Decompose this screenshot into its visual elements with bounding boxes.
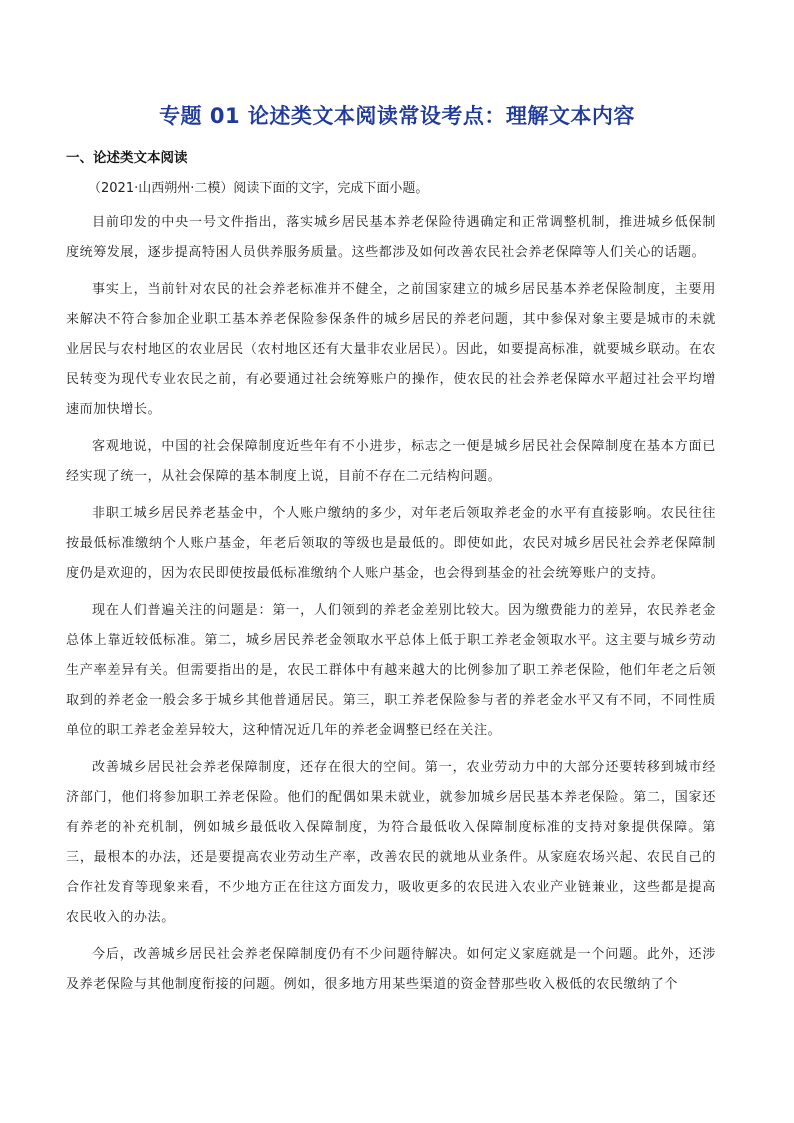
passage-paragraph-3: 客观地说，中国的社会保障制度近些年有不小进步，标志之一便是城乡居民社会保障制度在基本方面已经实现了统一，从社会保障的基本制度上说，目前不存在二元结构问题。: [66, 439, 716, 484]
passage-paragraph-5: 现在人们普遍关注的问题是：第一，人们领到的养老金差别比较大。因为缴费能力的差异，农民养老金总体上靠近较低标准。第二，城乡居民养老金领取水平总体上低于职工养老金领取水平。这主要与城乡劳动生产率差异有关。但需要指出的是，农民工群体中有越来越大的比例参加了职工养老保险，他们年老之后领取到的养老金一般会多于城乡其他普通居民。第三，职工养老保险参与者的养老金水平又有不同，不同性质单位的职工养老金差异较大，这种情况近几年的养老金调整已经在关注。: [66, 603, 716, 738]
section-heading: 一、论述类文本阅读: [66, 150, 188, 166]
passage-paragraph-6: 改善城乡居民社会养老保障制度，还存在很大的空间。第一，农业劳动力中的大部分还要转移到城市经济部门，他们将参加职工养老保险。他们的配偶如果未就业，就参加城乡居民基本养老保险。第二，国家还有养老的补充机制，例如城乡最低收入保障制度，为符合最低收入保障制度标准的支持对象提供保障。第三，最根本的办法，还是要提高农业劳动生产率，改善农民的就地从业条件。从家庭农场兴起、农民自己的合作社发育等现象来看，不少地方正在往这方面发力，吸收更多的农民进入农业产业链兼业，这些都是提高农民收入的办法。: [66, 760, 716, 925]
passage-paragraph-7: 今后，改善城乡居民社会养老保障制度仍有不少问题待解决。如何定义家庭就是一个问题。此外，还涉及养老保险与其他制度衔接的问题。例如，很多地方用某些渠道的资金替那些收入极低的农民缴纳了个: [66, 947, 716, 992]
passage-paragraph-2: 事实上，当前针对农民的社会养老标准并不健全，之前国家建立的城乡居民基本养老保险制度，主要用来解决不符合参加企业职工基本养老保险参保条件的城乡居民的养老问题，其中参保对象主要是城市的未就业居民与农村地区的农业居民（农村地区还有大量非农业居民）。因此，如要提高标准，就要城乡联动。在农民转变为现代专业农民之前，有必要通过社会统筹账户的操作，使农民的社会养老保障水平超过社会平均增速而加快增长。: [66, 282, 716, 417]
passage-paragraph-4: 非职工城乡居民养老基金中，个人账户缴纳的多少，对年老后领取养老金的水平有直接影响。农民往往按最低标准缴纳个人账户基金，年老后领取的等级也是最低的。即使如此，农民对城乡居民社会养老保障制度仍是欢迎的，因为农民即使按最低标准缴纳个人账户基金，也会得到基金的社会统筹账户的支持。: [66, 506, 716, 581]
passage-body: [66, 208, 716, 1007]
question-source-line: （2021·山西朔州·二模）阅读下面的文字，完成下面小题。: [88, 181, 429, 196]
passage-paragraph-1: 目前印发的中央一号文件指出，落实城乡居民基本养老保险待遇确定和正常调整机制，推进城乡低保制度统筹发展，逐步提高特困人员供养服务质量。这些都涉及如何改善农民社会养老保障等人们关心的话题。: [66, 215, 716, 260]
document-title: 专题 01 论述类文本阅读常设考点：理解文本内容: [159, 104, 635, 128]
